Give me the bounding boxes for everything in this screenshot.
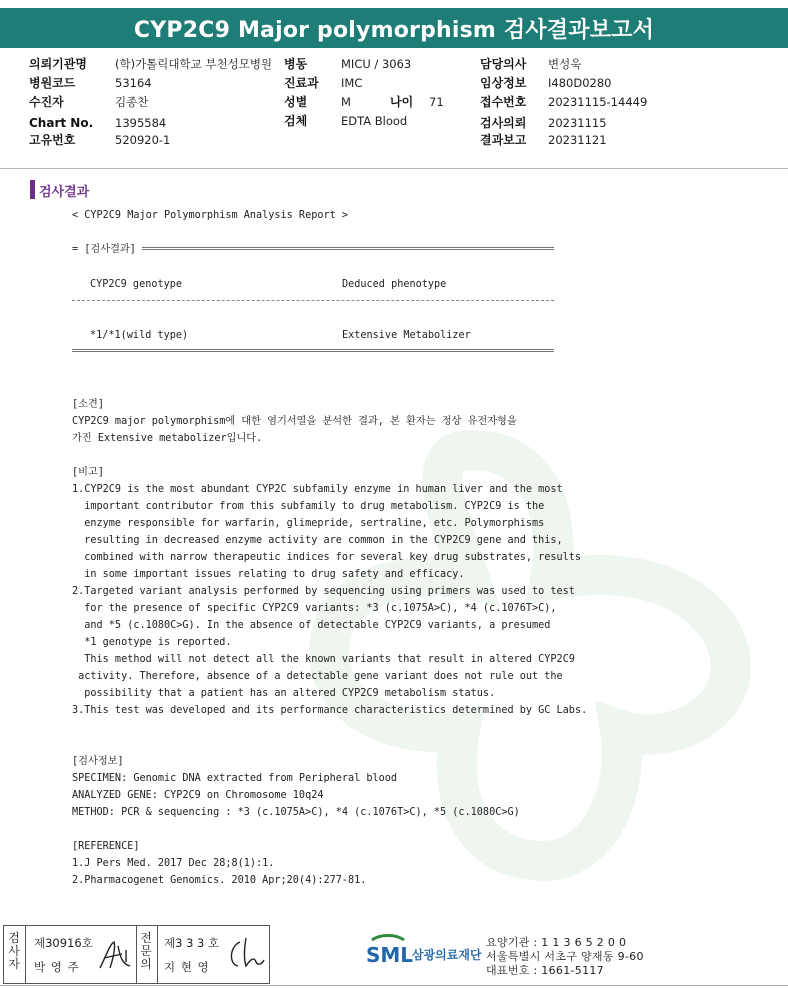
reviewer-name: 지 현 영 [164, 960, 210, 974]
tester-vertical-label: 검 사 자 [8, 931, 20, 971]
requesting-org-value: (학)가톨릭대학교 부천성모병원 [115, 57, 273, 71]
findings-line-2: 가진 Extensive metabolizer입니다. [72, 433, 263, 444]
svg-text:SML: SML [366, 943, 414, 967]
report-date-value: 20231121 [548, 133, 607, 147]
age-value: 71 [429, 95, 444, 109]
hospital-code-value: 53164 [115, 76, 152, 90]
phenotype-value: Extensive Metabolizer [342, 330, 471, 341]
sex-value: M [341, 95, 351, 109]
reviewer-vertical-label: 전 문 의 [140, 931, 152, 971]
reference-line: 1.J Pers Med. 2017 Dec 28;8(1):1. [72, 858, 275, 869]
table-bottom-rule [72, 349, 554, 352]
test-info-line: ANALYZED GENE: CYP2C9 on Chromosome 10q24 [72, 790, 324, 801]
note-line: possibility that a patient has an altered CYP2C9 metabolism status. [72, 688, 496, 699]
notes-label: [비고] [72, 467, 104, 478]
note-line: and *5 (c.1080C>G). In the absence of detectable CYP2C9 variants, a presumed [72, 620, 551, 631]
clinical-info-label: 임상정보 [480, 76, 527, 90]
note-line: 3.This test was developed and its performance characteristics determined by GC Labs. [72, 705, 588, 716]
col-phenotype: Deduced phenotype [342, 279, 447, 290]
patient-label: 수진자 [29, 95, 64, 109]
org-code: 요양기관 : 1 1 3 6 5 2 0 0 [486, 936, 627, 949]
test-info-label: [검사정보] [72, 756, 124, 767]
svg-text:삼광의료재단: 삼광의료재단 [412, 948, 482, 962]
hospital-code-label: 병원코드 [29, 76, 76, 90]
note-line: for the presence of specific CYP2C9 variants: *3 (c.1075A>C), *4 (c.1076T>C), [72, 603, 557, 614]
sml-logo [366, 932, 482, 977]
reference-line: 2.Pharmacogenet Genomics. 2010 Apr;20(4):277-81. [72, 875, 367, 886]
section-title: 검사결과 [39, 185, 90, 200]
tester-signature-icon [96, 938, 136, 974]
table-header-rule [72, 300, 554, 301]
doctor-label: 담당의사 [480, 57, 527, 71]
sml-logo-icon [366, 932, 482, 972]
age-label: 나이 [390, 95, 414, 109]
signature-box [3, 925, 270, 984]
note-line: 1.CYP2C9 is the most abundant CYP2C subfamily enzyme in human liver and the most [72, 484, 563, 495]
clinical-info-value: I480D0280 [548, 76, 612, 90]
result-title-rule [142, 247, 554, 250]
test-info-line: METHOD: PCR & sequencing : *3 (c.1075A>C), *4 (c.1076T>C), *5 (c.1080C>G) [72, 807, 520, 818]
specimen-value: EDTA Blood [341, 114, 408, 128]
chart-no-value: 1395584 [115, 116, 167, 130]
reviewer-signature-icon [224, 934, 266, 974]
footer-bottom-rule [0, 985, 788, 986]
dept-label: 진료과 [284, 76, 319, 90]
findings-line-1: CYP2C9 major polymorphism에 대한 염기서열을 분석한 결과, 본 환자는 정상 유전자형을 [72, 416, 517, 427]
note-line: *1 genotype is reported. [72, 637, 232, 648]
section-accent-bar [30, 180, 35, 199]
findings-label: [소견] [72, 399, 104, 410]
col-genotype: CYP2C9 genotype [90, 279, 183, 290]
receipt-label: 접수번호 [480, 95, 527, 109]
genotype-value: *1/*1(wild type) [90, 330, 189, 341]
dept-value: IMC [341, 76, 363, 90]
note-line: 2.Targeted variant analysis performed by sequencing using primers was used to test [72, 586, 575, 597]
tester-name: 박 영 주 [34, 960, 80, 974]
ward-label: 병동 [284, 57, 308, 71]
request-date-label: 검사의뢰 [480, 116, 527, 130]
report-header [0, 0, 788, 160]
report-date-label: 결과보고 [480, 133, 527, 147]
report-heading: < CYP2C9 Major Polymorphism Analysis Report > [72, 210, 349, 221]
report-title: CYP2C9 Major polymorphism 검사결과보고서 [0, 8, 788, 48]
requesting-org-label: 의뢰기관명 [29, 57, 87, 71]
note-line: enzyme responsible for warfarin, glimepride, sertraline, etc. Polymorphisms [72, 518, 545, 529]
note-line: activity. Therefore, absence of a detectable gene variant does not rule out the [72, 671, 563, 682]
org-phone: 대표번호 : 1661-5117 [486, 964, 604, 977]
request-date-value: 20231115 [548, 116, 607, 130]
note-line: important contributor from this subfamily to drug metabolism. CYP2C9 is the [72, 501, 545, 512]
unique-no-label: 고유번호 [29, 133, 76, 147]
reviewer-license: 제3 3 3 호 [164, 936, 220, 950]
chart-no-label: Chart No. [29, 116, 94, 130]
result-label: = [검사결과] [72, 244, 143, 255]
tester-license: 제30916호 [34, 936, 93, 950]
reference-label: [REFERENCE] [72, 841, 140, 852]
test-info-line: SPECIMEN: Genomic DNA extracted from Peripheral blood [72, 773, 398, 784]
note-line: in some important issues relating to drug safety and efficacy. [72, 569, 465, 580]
note-line: This method will not detect all the known variants that result in altered CYP2C9 [72, 654, 575, 665]
receipt-value: 20231115-14449 [548, 95, 648, 109]
unique-no-value: 520920-1 [115, 133, 171, 147]
note-line: combined with narrow therapeutic indices for several key drug substrates, results [72, 552, 582, 563]
specimen-label: 검체 [284, 114, 308, 128]
org-address: 서울특별시 서초구 양재동 9-60 [486, 950, 644, 963]
header-divider [0, 168, 788, 169]
sex-label: 성별 [284, 95, 308, 109]
patient-value: 김종찬 [115, 95, 149, 109]
note-line: resulting in decreased enzyme activity are common in the CYP2C9 gene and this, [72, 535, 563, 546]
doctor-value: 변성욱 [548, 57, 582, 71]
ward-value: MICU / 3063 [341, 57, 412, 71]
